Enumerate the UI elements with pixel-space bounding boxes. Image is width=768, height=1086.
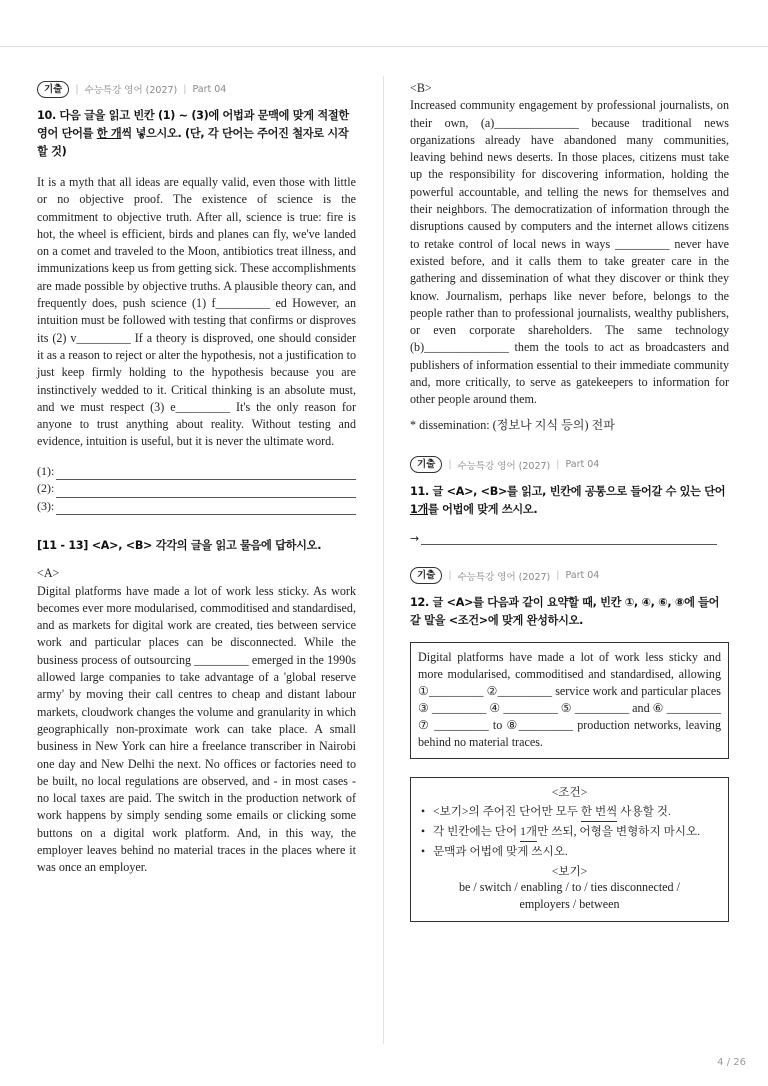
q12-tag: 기출 (410, 567, 442, 584)
q11-part: Part 04 (565, 459, 600, 471)
q12-source: 수능특강 영어 (2027) (457, 571, 551, 583)
conditions-box (410, 777, 729, 922)
right-column (410, 80, 729, 922)
footnote: * dissemination: (정보나 지식 등의) 전파 (410, 417, 615, 432)
passage-b-label: <B> (410, 81, 432, 95)
bogi-title: <보기> (551, 864, 588, 878)
q10-passage: It is a myth that all ideas are equally valid, even those with little or no objective proof. The existence of science is the commitment to objective truth. After all, science is true: fire is hot, the wheel is efficient, birds and planes can fly, we've landed on a comet and traveled to the Moon, antibiotics treat illness, and immunizations keep us from getting sick. These accomplishments are made possible by objective truths. A plausible theory can, and frequently does, push science (1) f_________ ed However, an intuition must be followed with testing that confirms or disproves its (2) v_________ If a theory is disproved, one should consider it as a reason to reject or alter the hypothesis, not a justification to just keep firmly holding to the hypothesis because you are instinctively wedded to it. Critical thinking is an absolute must, and we must respect (3) e_________ It's the only reason for anyone to trust anything about reality. Without testing and evidence, intuition is useful, but it is never the ultimate word. (37, 175, 356, 449)
passage-a-text: Digital platforms have made a lot of work less sticky. As work becomes ever more modularised, commoditised and standardised, and as markets for digital work are created, ties between service work and particular places can be disconnected. While the business process of outsourcing _________ emerged in the 1990s allowed large companies to take advantage of a 'global reserve army' by moving their call centres to cheap and distant labour markets, cloudwork changes the volume and granularity in which geographically non-proximate work can take place. A small business in New York can hire a freelance transcriber in Nairobi one day and New Delhi the next. No offices or factories need to be built, no local regulations are observed, and - in most cases - no local taxes are paid. The switch in the production network of work happens by simply sending some emails or clicking some buttons on a digital work platform. And, in this way, the employer leaves behind no material traces in the places where it was once an employer. (37, 583, 356, 875)
q10-instruction: 10. 다음 글을 읽고 빈칸 (1) ~ (3)에 어법과 문맥에 맞게 적절한 영어 단어를 한 개씩 넣으시오. (단, 각 단어는 주어진 철자로 시작할 것) (37, 109, 349, 158)
condition-1: • <보기>의 주어진 단어만 모두 한 번씩 사용할 것. (421, 802, 718, 822)
passage-a-blank: _________ (194, 652, 249, 667)
column-divider (383, 76, 384, 1044)
condition-2: • 각 빈칸에는 단어 1개만 쓰되, 어형을 변형하지 마시오. (421, 822, 718, 842)
condition-3: • 문맥과 어법에 맞게 쓰시오. (421, 842, 718, 861)
passage-b-blank-ways: _________ (615, 236, 670, 251)
q11-source: 수능특강 영어 (2027) (457, 460, 551, 472)
header-rule (0, 46, 768, 47)
blank-2: _________ (76, 330, 131, 345)
arrow-icon: → (410, 531, 420, 545)
q12-instruction: 12. 글 <A>를 다음과 같이 요약할 때, 빈칸 ①, ④, ⑥, ⑧에 들어갈 말을 <조건>에 맞게 완성하시오. (410, 595, 720, 627)
left-column (37, 80, 356, 877)
q11-instruction: 11. 글 <A>, <B>를 읽고, 빈칸에 공통으로 들어갈 수 있는 단어 1개를 어법에 맞게 쓰시오. (410, 484, 726, 516)
q10-tag: 기출 (37, 81, 69, 98)
q10-part: Part 04 (192, 83, 227, 95)
q12-source-row: 기출 | 수능특강 영어 (2027) | Part 04 (410, 567, 729, 585)
answer-line-3[interactable]: (3): (37, 498, 356, 516)
conditions-title: <조건> (551, 785, 588, 799)
q11-answer-line[interactable] (410, 531, 729, 545)
page-number: 4 / 26 (717, 1057, 746, 1068)
blank-3: _________ (175, 399, 230, 414)
q10-source: 수능특강 영어 (2027) (84, 85, 178, 96)
bogi-words: be / switch / enabling / to / ties disconnected / employers / between (458, 879, 680, 911)
summary-box (410, 642, 729, 759)
q10-answer-area (37, 463, 356, 516)
q11-tag: 기출 (410, 456, 442, 473)
q11-source-row: 기출 | 수능특강 영어 (2027) | Part 04 (410, 456, 729, 474)
answer-line-2[interactable]: (2): (37, 480, 356, 498)
q12-part: Part 04 (565, 570, 600, 582)
q10-source-row: 기출 | 수능특강 영어 (2027) | Part 04 (37, 80, 356, 98)
passage-b-text: Increased community engagement by professional journalists, on their own, (a)______________ because traditional news organizations already have abandoned many communities, leaving behind news deserts. In those places, citizens must take up the responsibility for discovering information, holding the powerful accountable, and telling the news for themselves and their neighbors. The democratization of information through the disruptions caused by computers and the internet allows citizens to retake control of local news in ways _________ never have existed before, and it calls them to take greater care in the gathering and dissemination of what they discover or think they know. Journalism, perhaps like never before, belongs to the people rather than to professional journalists, wealthy publishers, or even corporate shareholders. The same technology (b)______________ them the tools to act as broadcasters and publishers of information essential to their immediate community and, more critically, to serve as gatekeepers to information for other people around them. (410, 98, 729, 407)
summary-text: Digital platforms have made a lot of work less sticky and more modularised, commoditised and standardised, allowing ①_________ ②_________ service work and particular places ③ _________ ④ _________ ⑤ _________ and ⑥ _________ ⑦ _________ to ⑧_________ production networks, leaving behind no material traces. (418, 649, 722, 750)
conditions-list (421, 802, 718, 861)
passage-b-blank-b: ______________ (424, 340, 509, 355)
set-heading: [11 - 13] <A>, <B> 각각의 글을 읽고 물음에 답하시오. (37, 539, 322, 553)
blank-1: _________ (215, 296, 271, 311)
passage-b-blank-a: ______________ (494, 115, 579, 130)
answer-line-1[interactable]: (1): (37, 463, 356, 481)
passage-a-label: <A> (37, 566, 60, 581)
